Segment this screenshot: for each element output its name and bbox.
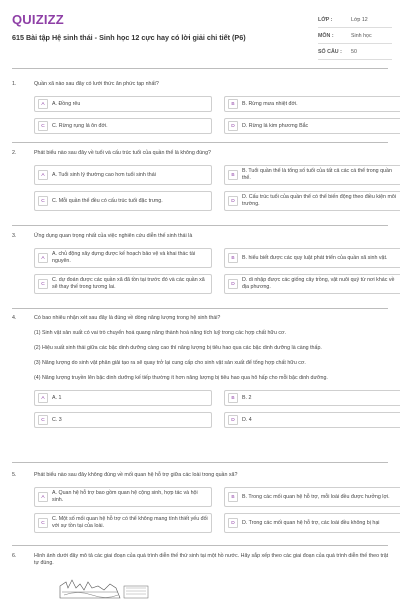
meta-value: Sinh học [351, 32, 372, 39]
option-d[interactable] [224, 118, 400, 134]
option-text: B. Trong các mối quan hệ hỗ trợ, mỗi loài đều được hưởng lợi. [242, 493, 390, 500]
question-4 [12, 315, 390, 428]
meta-value: 50 [351, 48, 357, 55]
option-d[interactable] [224, 274, 400, 294]
question-text: Hình ảnh dưới đây mô tả các giai đoạn của quá trình diễn thế thứ sinh tại một hồ nước. Hãy sắp xếp theo các giai đoạn của quá trình diễn thế theo trật tự đúng. [34, 553, 389, 566]
option-text: C. Rừng rụng lá ôn đới. [52, 122, 108, 129]
worksheet-header [0, 0, 400, 66]
question-number: 1. [12, 81, 17, 87]
meta-label: SỐ CÂU : [318, 48, 342, 55]
question-number: 5. [12, 472, 17, 478]
question-divider [12, 142, 388, 143]
question-number: 4. [12, 315, 17, 321]
option-letter: A [38, 492, 48, 502]
option-letter: D [228, 415, 238, 425]
succession-illustration [58, 576, 158, 600]
option-letter: D [228, 121, 238, 131]
option-text: D. Trong các mối quan hệ hỗ trợ, các loài đều không bị hại [242, 519, 380, 526]
question-text: Phát biểu nào sau đây không đúng về mối quan hệ hỗ trợ giữa các loài trong quần xã? [34, 472, 238, 478]
option-text: D. Cấu trúc tuổi của quần thể có thể biến động theo điều kiện môi trường. [242, 194, 397, 207]
question-text: Có bao nhiêu nhận xét sau đây là đúng về dòng năng lượng trong hệ sinh thái? [34, 315, 221, 321]
option-c[interactable] [34, 191, 212, 211]
option-text: C. 3 [52, 416, 62, 423]
option-c[interactable] [34, 274, 212, 294]
option-a[interactable] [34, 487, 212, 507]
option-text: B. Tuổi quần thể là tổng số tuổi của tất cả các cá thể trong quần thể. [242, 168, 392, 181]
option-a[interactable] [34, 96, 212, 112]
option-letter: B [228, 492, 238, 502]
option-a[interactable] [34, 165, 212, 185]
option-b[interactable] [224, 165, 400, 185]
question-6 [12, 553, 390, 567]
question-5 [12, 472, 390, 533]
question-number: 6. [12, 553, 17, 559]
option-a[interactable] [34, 390, 212, 406]
option-text: A. chủ động xây dựng được kế hoạch bảo vệ và khai thác tài nguyên. [52, 251, 196, 264]
option-text: B. hiểu biết được các quy luật phát triển của quần xã sinh vật. [242, 254, 388, 261]
option-letter: C [38, 196, 48, 206]
option-text: D. di nhập được các giống cây trồng, vật nuôi quý từ nơi khác về địa phương. [242, 277, 395, 290]
question-2 [12, 150, 397, 211]
option-a[interactable] [34, 248, 212, 268]
option-letter: D [228, 518, 238, 528]
option-letter: B [228, 393, 238, 403]
question-1 [12, 81, 390, 134]
option-b[interactable] [224, 248, 400, 268]
option-text: D. 4 [242, 416, 252, 423]
question-number: 3. [12, 233, 17, 239]
option-letter: D [228, 196, 238, 206]
option-letter: A [38, 253, 48, 263]
option-text: A. Đồng rêu [52, 100, 81, 107]
option-text: D. Rừng lá kim phương Bắc [242, 122, 309, 129]
question-divider [12, 545, 388, 546]
option-letter: B [228, 253, 238, 263]
meta-row-count [318, 44, 392, 60]
option-text: A. Tuổi sinh lý thường cao hơn tuổi sinh thái [52, 171, 156, 178]
meta-row-grade [318, 12, 392, 28]
option-text: A. Quan hệ hỗ trợ bao gồm quan hệ cộng sinh, hợp tác và hội sinh. [52, 490, 198, 503]
option-text: A. 1 [52, 394, 62, 401]
statement-1: (1) Sinh vật sản xuất có vai trò chuyển hoá quang năng thành hoá năng tích luỹ trong các hợp chất hữu cơ. [34, 330, 286, 336]
option-letter: C [38, 415, 48, 425]
option-text: B. Rừng mưa nhiệt đới. [242, 100, 298, 107]
option-letter: A [38, 99, 48, 109]
header-divider [12, 68, 388, 69]
option-c[interactable] [34, 412, 212, 428]
question-text: Ứng dụng quan trọng nhất của việc nghiên cứu diễn thế sinh thái là [34, 233, 193, 239]
question-3 [12, 233, 395, 294]
option-d[interactable] [224, 513, 400, 533]
option-c[interactable] [34, 513, 212, 533]
question-text: Phát biểu nào sau đây về tuổi và cấu trúc tuổi của quần thể là không đúng? [34, 150, 211, 156]
question-divider [12, 308, 388, 309]
question-text: Quần xã nào sau đây có lưới thức ăn phức tạp nhất? [34, 81, 159, 87]
option-text: C. dự đoán được các quần xã đã tồn tại trước đó và các quần xã sẽ thay thế trong tương lai. [52, 277, 205, 290]
option-letter: C [38, 518, 48, 528]
option-letter: A [38, 393, 48, 403]
meta-value: Lớp 12 [351, 16, 368, 23]
worksheet-meta [318, 12, 392, 60]
option-text: C. Một số mối quan hệ hỗ trợ có thể không mang tính thiết yếu đối với sự tồn tại của loài. [52, 516, 208, 529]
statement-2: (2) Hiệu suất sinh thái giữa các bậc dinh dưỡng càng cao thì năng lượng bị tiêu hao qua các bậc dinh dưỡng là càng thấp. [34, 345, 322, 351]
worksheet-title: 615 Bài tập Hệ sinh thái - Sinh học 12 cực hay có lời giải chi tiết (P6) [12, 33, 246, 42]
option-letter: D [228, 279, 238, 289]
question-divider [12, 462, 388, 463]
meta-label: MÔN : [318, 32, 334, 39]
option-b[interactable] [224, 96, 400, 112]
quizizz-logo: QUIZIZZ [12, 12, 64, 27]
option-text: B. 2 [242, 394, 252, 401]
option-text: C. Mỗi quần thể đều có cấu trúc tuổi đặc trưng. [52, 197, 163, 204]
option-letter: B [228, 99, 238, 109]
question-divider [12, 225, 388, 226]
option-letter: C [38, 121, 48, 131]
option-b[interactable] [224, 390, 400, 406]
option-b[interactable] [224, 487, 400, 507]
question-number: 2. [12, 150, 17, 156]
option-d[interactable] [224, 412, 400, 428]
statement-3: (3) Năng lượng do sinh vật phân giải tạo ra sẽ quay trở lại cung cấp cho sinh vật sản xuất để tổng hợp chất hữu cơ. [34, 360, 306, 366]
option-letter: C [38, 279, 48, 289]
option-letter: B [228, 170, 238, 180]
meta-row-subject [318, 28, 392, 44]
meta-label: LỚP : [318, 16, 333, 23]
statement-4: (4) Năng lượng truyền lên bậc dinh dưỡng kế tiếp thường ít hơn năng lượng bị tiêu hao qua hô hấp cho mỗi bậc dinh dưỡng. [34, 375, 328, 381]
option-letter: A [38, 170, 48, 180]
option-c[interactable] [34, 118, 212, 134]
option-d[interactable] [224, 191, 400, 211]
